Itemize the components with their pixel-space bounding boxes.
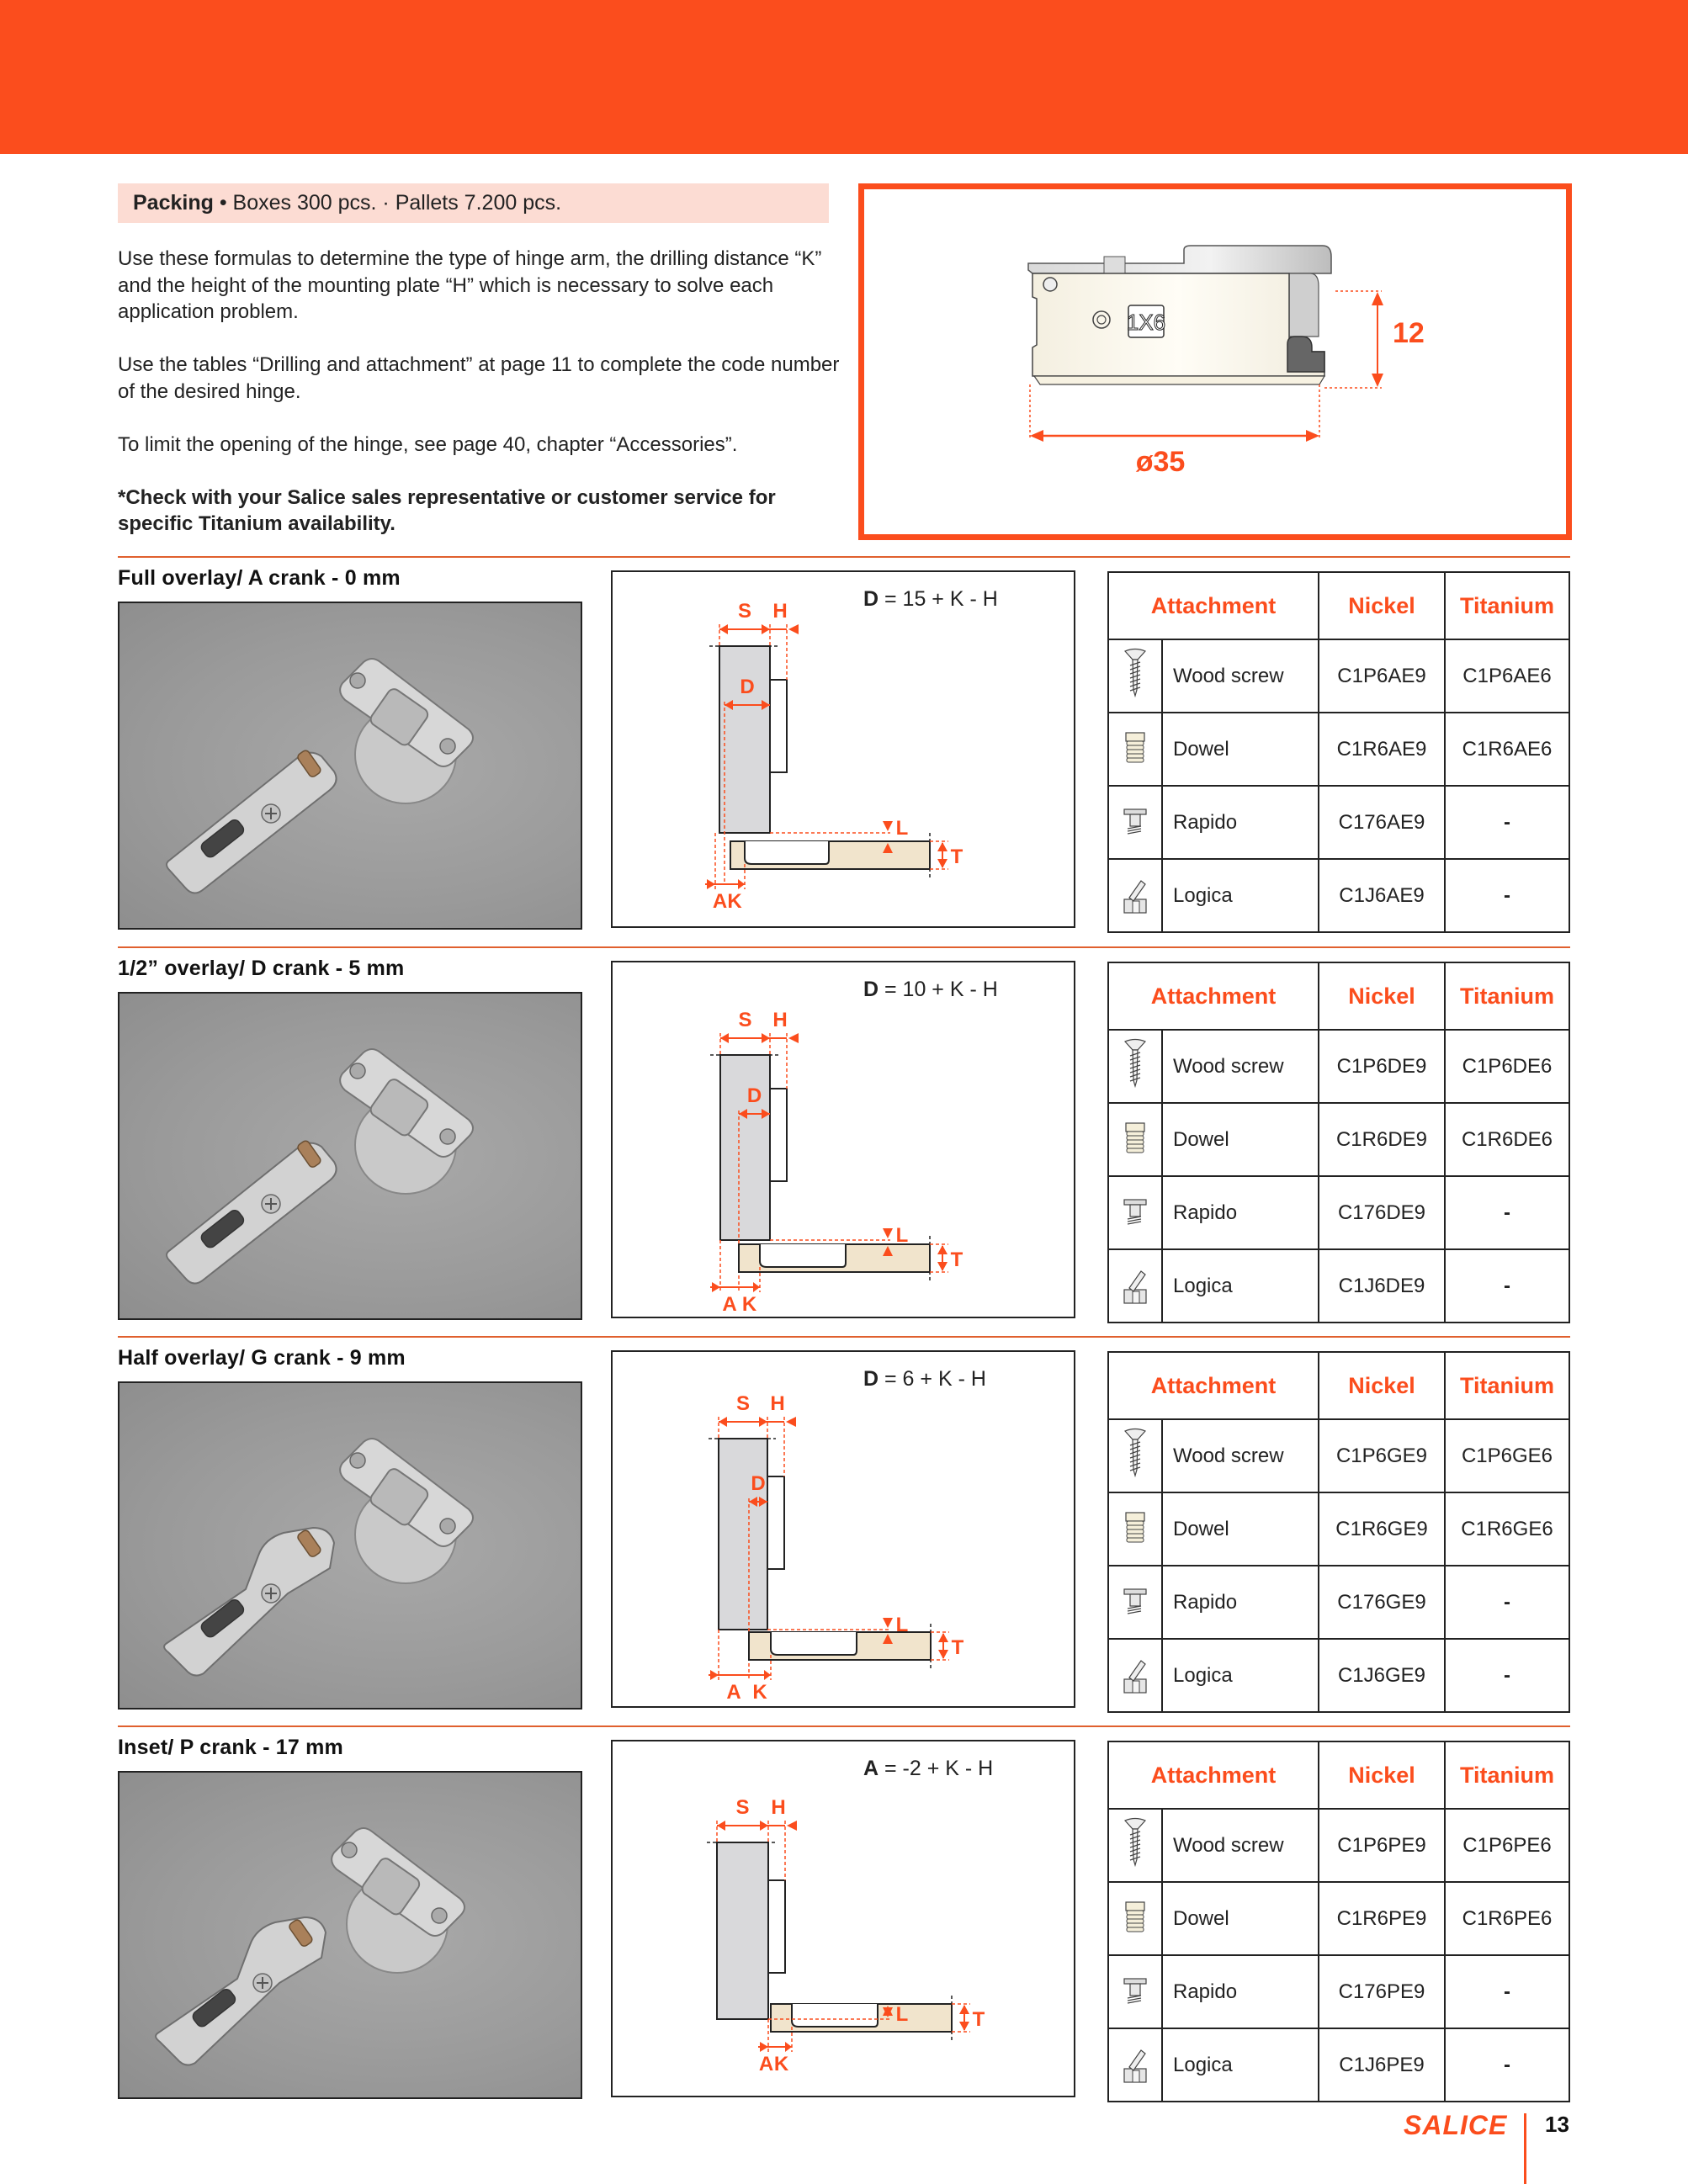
header-attachment: Attachment [1108,1352,1319,1419]
label-h: H [771,1796,786,1819]
label-k: K [752,1681,767,1704]
header-titanium: Titanium [1445,1741,1569,1809]
hinge-illustration [119,603,581,928]
label-d: D [746,1084,762,1107]
rapido-icon [1123,1964,1148,2014]
attachment-code-table [1107,571,1570,933]
attachment-icon-cell [1108,1639,1162,1712]
hinge-photo [118,1381,582,1710]
section-divider [118,1725,1570,1727]
drilling-diagram [611,961,1075,1318]
label-k: K [741,1293,757,1316]
packing-info: Packing • Boxes 300 pcs. · Pallets 7.200 pcs. [118,183,829,223]
attachment-code-table [1107,1741,1570,2102]
logica-icon [1123,2037,1148,2087]
formula-expression: = 10 + K - H [879,978,998,1001]
salice-logo: SALICE [1404,2110,1508,2140]
attachment-name: Logica [1162,2028,1319,2102]
label-s: S [737,600,752,623]
titanium-code: - [1445,1176,1569,1249]
table-header-row [1108,962,1569,1030]
table-row [1108,713,1569,786]
titanium-code: C1P6PE6 [1445,1809,1569,1882]
nickel-code: C1P6GE9 [1319,1419,1445,1492]
diagram-drawing [613,1352,1074,1706]
rapido-icon [1123,1185,1148,1235]
drilling-diagram [611,1350,1075,1708]
attachment-name: Wood screw [1162,1419,1319,1492]
attachment-name: Rapido [1162,786,1319,859]
intro-paragraph: Use these formulas to determine the type of hinge arm, the drilling distance “K” and the height of the mounting plate “H” which is necessary to solve each application problem. [118,247,822,323]
packing-boxes: Boxes 300 pcs. [232,191,377,215]
table-header-row [1108,572,1569,639]
attachment-icon-cell [1108,1103,1162,1176]
label-d: D [751,1472,766,1495]
attachment-code-table [1107,1351,1570,1713]
titanium-code: - [1445,859,1569,932]
label-k: K [773,2053,789,2075]
cup-hole [760,1244,846,1267]
label-h: H [770,1392,785,1415]
diagram-drawing [613,962,1074,1317]
formula-variable: D [863,1367,879,1391]
label-h: H [772,1009,788,1031]
titanium-code: - [1445,1955,1569,2028]
label-a: A [712,890,728,913]
intro-paragraph: To limit the opening of the hinge, see page 40, chapter “Accessories”. [118,432,738,456]
nickel-code: C176PE9 [1319,1955,1445,2028]
attachment-icon-cell [1108,1249,1162,1323]
rapido-icon [1123,1574,1148,1625]
attachment-name: Logica [1162,859,1319,932]
door-panel [719,646,770,833]
titanium-code: C1R6PE6 [1445,1882,1569,1955]
mounting-plate [770,1089,787,1181]
attachment-name: Rapido [1162,1955,1319,2028]
formula-variable: D [863,978,879,1001]
section-divider [118,946,1570,948]
label-a: A [726,1681,741,1704]
drilling-diagram [611,1740,1075,2097]
dowel-icon [1123,1890,1148,1941]
label-l: L [895,1224,909,1247]
titanium-code: C1R6AE6 [1445,713,1569,786]
diagram-drawing [613,572,1074,926]
titanium-code: - [1445,2028,1569,2102]
label-h: H [772,600,788,623]
footer-divider [1524,2113,1526,2184]
logica-icon [1123,1258,1148,1308]
attachment-icon-cell [1108,1492,1162,1566]
wood-screw-icon [1123,648,1148,698]
section-title: Inset/ P crank - 17 mm [118,1736,343,1759]
hinge-illustration [119,1773,581,2097]
attachment-icon-cell [1108,2028,1162,2102]
attachment-icon-cell [1108,713,1162,786]
label-t: T [950,1248,963,1271]
label-d: D [740,676,755,698]
hinge-photo [118,602,582,930]
formula-variable: D [863,587,879,611]
nickel-code: C1J6AE9 [1319,859,1445,932]
cup-hole [792,2004,878,2027]
nickel-code: C176DE9 [1319,1176,1445,1249]
table-row [1108,1566,1569,1639]
label-a: A [722,1293,737,1316]
drilling-diagram [611,570,1075,928]
logica-icon [1123,1647,1148,1698]
nickel-code: C1J6DE9 [1319,1249,1445,1323]
attachment-icon-cell [1108,1809,1162,1882]
titanium-code: C1R6GE6 [1445,1492,1569,1566]
table-row [1108,1809,1569,1882]
plate-body [1032,273,1324,376]
formula-variable: A [863,1757,879,1780]
hinge-photo [118,1771,582,2099]
label-l: L [895,1614,909,1636]
table-header-row [1108,1352,1569,1419]
label-t: T [972,2008,985,2031]
attachment-code-table [1107,962,1570,1323]
table-row [1108,1176,1569,1249]
label-s: S [735,1796,750,1819]
titanium-code: C1P6AE6 [1445,639,1569,713]
formula-expression: = 15 + K - H [879,587,998,611]
intro-text [118,246,850,538]
section-title: 1/2” overlay/ D crank - 5 mm [118,957,405,980]
hinge-illustration [119,994,581,1318]
label-t: T [950,846,963,868]
dowel-icon [1123,1501,1148,1551]
section-title: Half overlay/ G crank - 9 mm [118,1346,406,1370]
section-title: Full overlay/ A crank - 0 mm [118,566,401,590]
titanium-note: *Check with your Salice sales representative or customer service for specific Titanium availability. [118,485,776,535]
nickel-code: C1P6DE9 [1319,1030,1445,1103]
nickel-code: C1J6PE9 [1319,2028,1445,2102]
nickel-code: C1R6DE9 [1319,1103,1445,1176]
attachment-icon-cell [1108,1566,1162,1639]
height-label: 12 [1393,317,1425,349]
label-a: A [758,2053,774,2075]
attachment-icon-cell [1108,1030,1162,1103]
attachment-name: Wood screw [1162,639,1319,713]
titanium-code: C1P6DE6 [1445,1030,1569,1103]
header-titanium: Titanium [1445,572,1569,639]
door-panel [719,1439,767,1630]
header-nickel: Nickel [1319,1352,1445,1419]
diameter-label: ø35 [1135,446,1186,478]
table-row [1108,1882,1569,1955]
table-row [1108,1030,1569,1103]
table-row [1108,859,1569,932]
label-k: K [727,890,742,913]
packing-label: Packing [133,191,214,215]
label-t: T [951,1636,964,1659]
nickel-code: C1J6GE9 [1319,1639,1445,1712]
attachment-icon-cell [1108,1955,1162,2028]
attachment-icon-cell [1108,639,1162,713]
mounting-plate [770,680,787,772]
header-bar [0,0,1688,154]
header-nickel: Nickel [1319,1741,1445,1809]
attachment-icon-cell [1108,1419,1162,1492]
wood-screw-icon [1123,1038,1148,1089]
label-s: S [738,1009,752,1031]
table-row [1108,1419,1569,1492]
door-panel [720,1055,770,1240]
attachment-name: Logica [1162,1639,1319,1712]
wood-screw-icon [1123,1428,1148,1478]
attachment-name: Dowel [1162,713,1319,786]
header-attachment: Attachment [1108,572,1319,639]
page-number: 13 [1545,2112,1569,2137]
cup-hole [745,841,829,864]
mounting-plate-figure [858,183,1572,540]
header-nickel: Nickel [1319,962,1445,1030]
attachment-name: Dowel [1162,1882,1319,1955]
titanium-code: C1R6DE6 [1445,1103,1569,1176]
table-row [1108,1103,1569,1176]
mounting-plate-illustration [864,189,1566,534]
formula-expression: = 6 + K - H [879,1367,986,1391]
wood-screw-icon [1123,1817,1148,1868]
packing-pallets: Pallets 7.200 pcs. [395,191,562,215]
mounting-plate [767,1476,784,1569]
label-l: L [895,817,909,840]
section-divider [118,556,1570,558]
table-row [1108,639,1569,713]
plate-marking: 1X6 [1126,310,1166,335]
section-divider [118,1336,1570,1338]
hinge-photo [118,992,582,1320]
attachment-name: Rapido [1162,1566,1319,1639]
formula-expression: = -2 + K - H [879,1757,994,1780]
attachment-icon-cell [1108,1882,1162,1955]
plate-cap [1028,246,1331,273]
header-titanium: Titanium [1445,1352,1569,1419]
attachment-icon-cell [1108,786,1162,859]
nickel-code: C1R6AE9 [1319,713,1445,786]
nickel-code: C176AE9 [1319,786,1445,859]
label-s: S [735,1392,751,1415]
table-row [1108,1249,1569,1323]
attachment-name: Wood screw [1162,1030,1319,1103]
label-l: L [895,2003,909,2026]
dowel-icon [1123,721,1148,771]
attachment-icon-cell [1108,859,1162,932]
header-attachment: Attachment [1108,1741,1319,1809]
nickel-code: C176GE9 [1319,1566,1445,1639]
titanium-code: - [1445,1639,1569,1712]
hinge-illustration [119,1383,581,1708]
header-nickel: Nickel [1319,572,1445,639]
titanium-code: - [1445,786,1569,859]
attachment-name: Dowel [1162,1492,1319,1566]
diagram-drawing [613,1741,1074,2096]
table-row [1108,1492,1569,1566]
attachment-name: Logica [1162,1249,1319,1323]
nickel-code: C1P6AE9 [1319,639,1445,713]
attachment-name: Wood screw [1162,1809,1319,1882]
titanium-code: C1P6GE6 [1445,1419,1569,1492]
table-row [1108,2028,1569,2102]
attachment-name: Dowel [1162,1103,1319,1176]
table-row [1108,1955,1569,2028]
mounting-plate [768,1880,785,1973]
table-row [1108,786,1569,859]
nickel-code: C1P6PE9 [1319,1809,1445,1882]
logica-icon [1123,867,1148,918]
intro-paragraph: Use the tables “Drilling and attachment” at page 11 to complete the code number of the desired hinge. [118,353,840,403]
nickel-code: C1R6GE9 [1319,1492,1445,1566]
table-header-row [1108,1741,1569,1809]
nickel-code: C1R6PE9 [1319,1882,1445,1955]
dowel-icon [1123,1111,1148,1162]
header-attachment: Attachment [1108,962,1319,1030]
titanium-code: - [1445,1249,1569,1323]
titanium-code: - [1445,1566,1569,1639]
table-row [1108,1639,1569,1712]
attachment-icon-cell [1108,1176,1162,1249]
cup-hole [771,1632,857,1655]
door-panel [717,1842,768,2019]
header-titanium: Titanium [1445,962,1569,1030]
rapido-icon [1123,794,1148,845]
attachment-name: Rapido [1162,1176,1319,1249]
